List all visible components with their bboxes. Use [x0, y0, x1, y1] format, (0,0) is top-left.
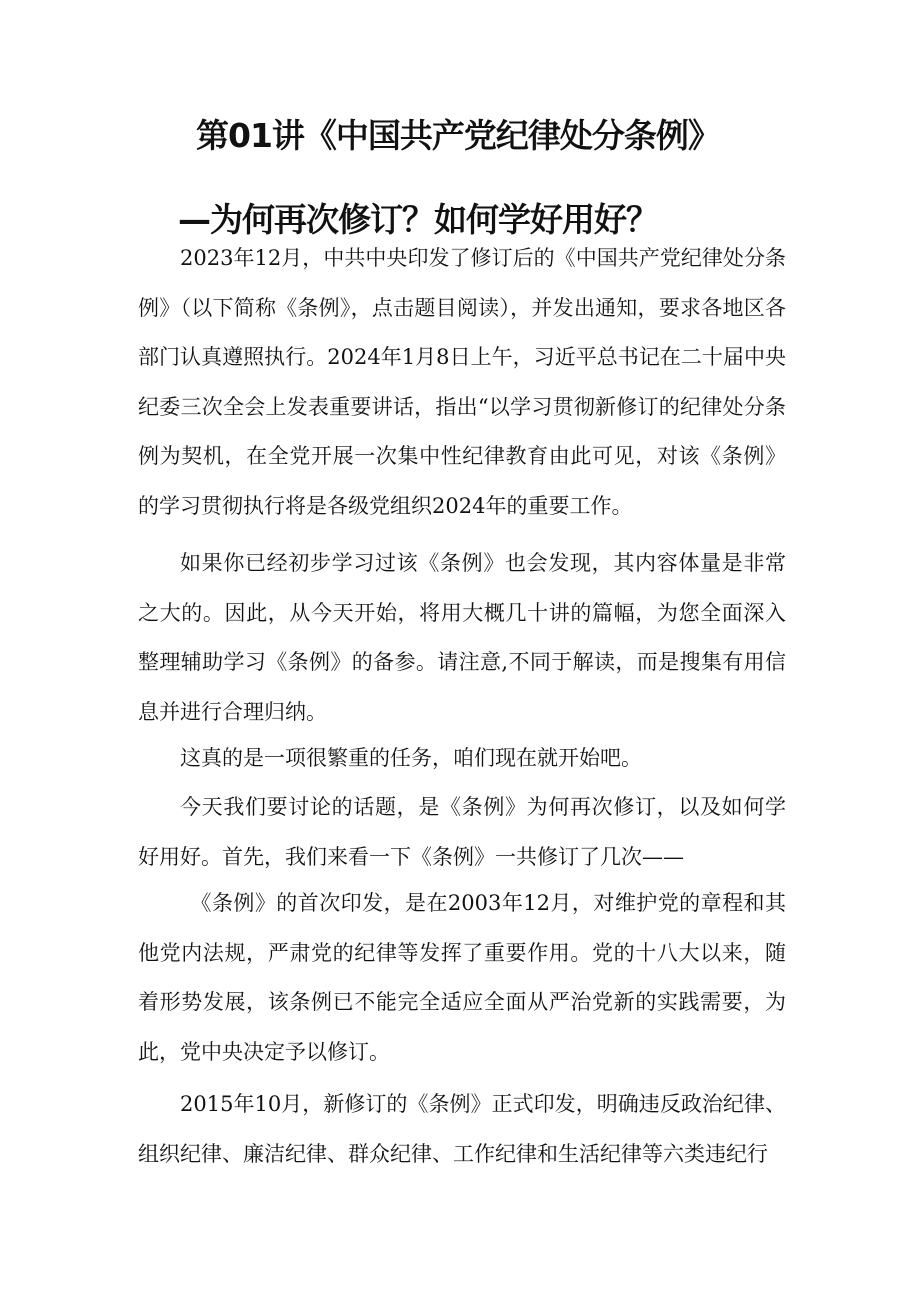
document-title-line-1: 第01讲《中国共产党纪律处分条例》: [196, 116, 720, 155]
paragraph-5: 《条例》的首次印发，是在2003年12月，对维护党的章程和其他党内法规，严肃党的纪律等发挥了重要作用。党的十八大以来，随着形势发展，该条例已不能完全适应全面从严治党新的实践需要，为此，党中央决定予以修订。: [138, 891, 786, 1064]
paragraph-2: 如果你已经初步学习过该《条例》也会发现，其内容体量是非常之大的。因此，从今天开始，将用大概几十讲的篇幅，为您全面深入整理辅助学习《条例》的备参。请注意,不同于解读，而是搜集有用信息并进行合理归纳。: [138, 551, 786, 724]
document-title-line-2: —为何再次修订？如何学好用好？: [178, 200, 658, 239]
paragraph-1: 2023年12月，中共中央印发了修订后的《中国共产党纪律处分条例》（以下简称《条例》，点击题目阅读），并发出通知，要求各地区各部门认真遵照执行。2024年1月8日上午，习近平总书记在二十届中央纪委三次全会上发表重要讲话，指出“以学习贯彻新修订的纪律处分条例为契机，在全党开展一次集中性纪律教育由此可见，对该《条例》的学习贯彻执行将是各级党组织2024年的重要工作。: [138, 246, 786, 518]
paragraph-3: 这真的是一项很繁重的任务，咱们现在就开始吧。: [180, 746, 642, 770]
paragraph-4: 今天我们要讨论的话题，是《条例》为何再次修订，以及如何学好用好。首先，我们来看一下《条例》一共修订了几次——: [138, 795, 786, 869]
paragraph-6: 2015年10月，新修订的《条例》正式印发，明确违反政治纪律、组织纪律、廉洁纪律、群众纪律、工作纪律和生活纪律等六类违纪行: [138, 1092, 786, 1166]
